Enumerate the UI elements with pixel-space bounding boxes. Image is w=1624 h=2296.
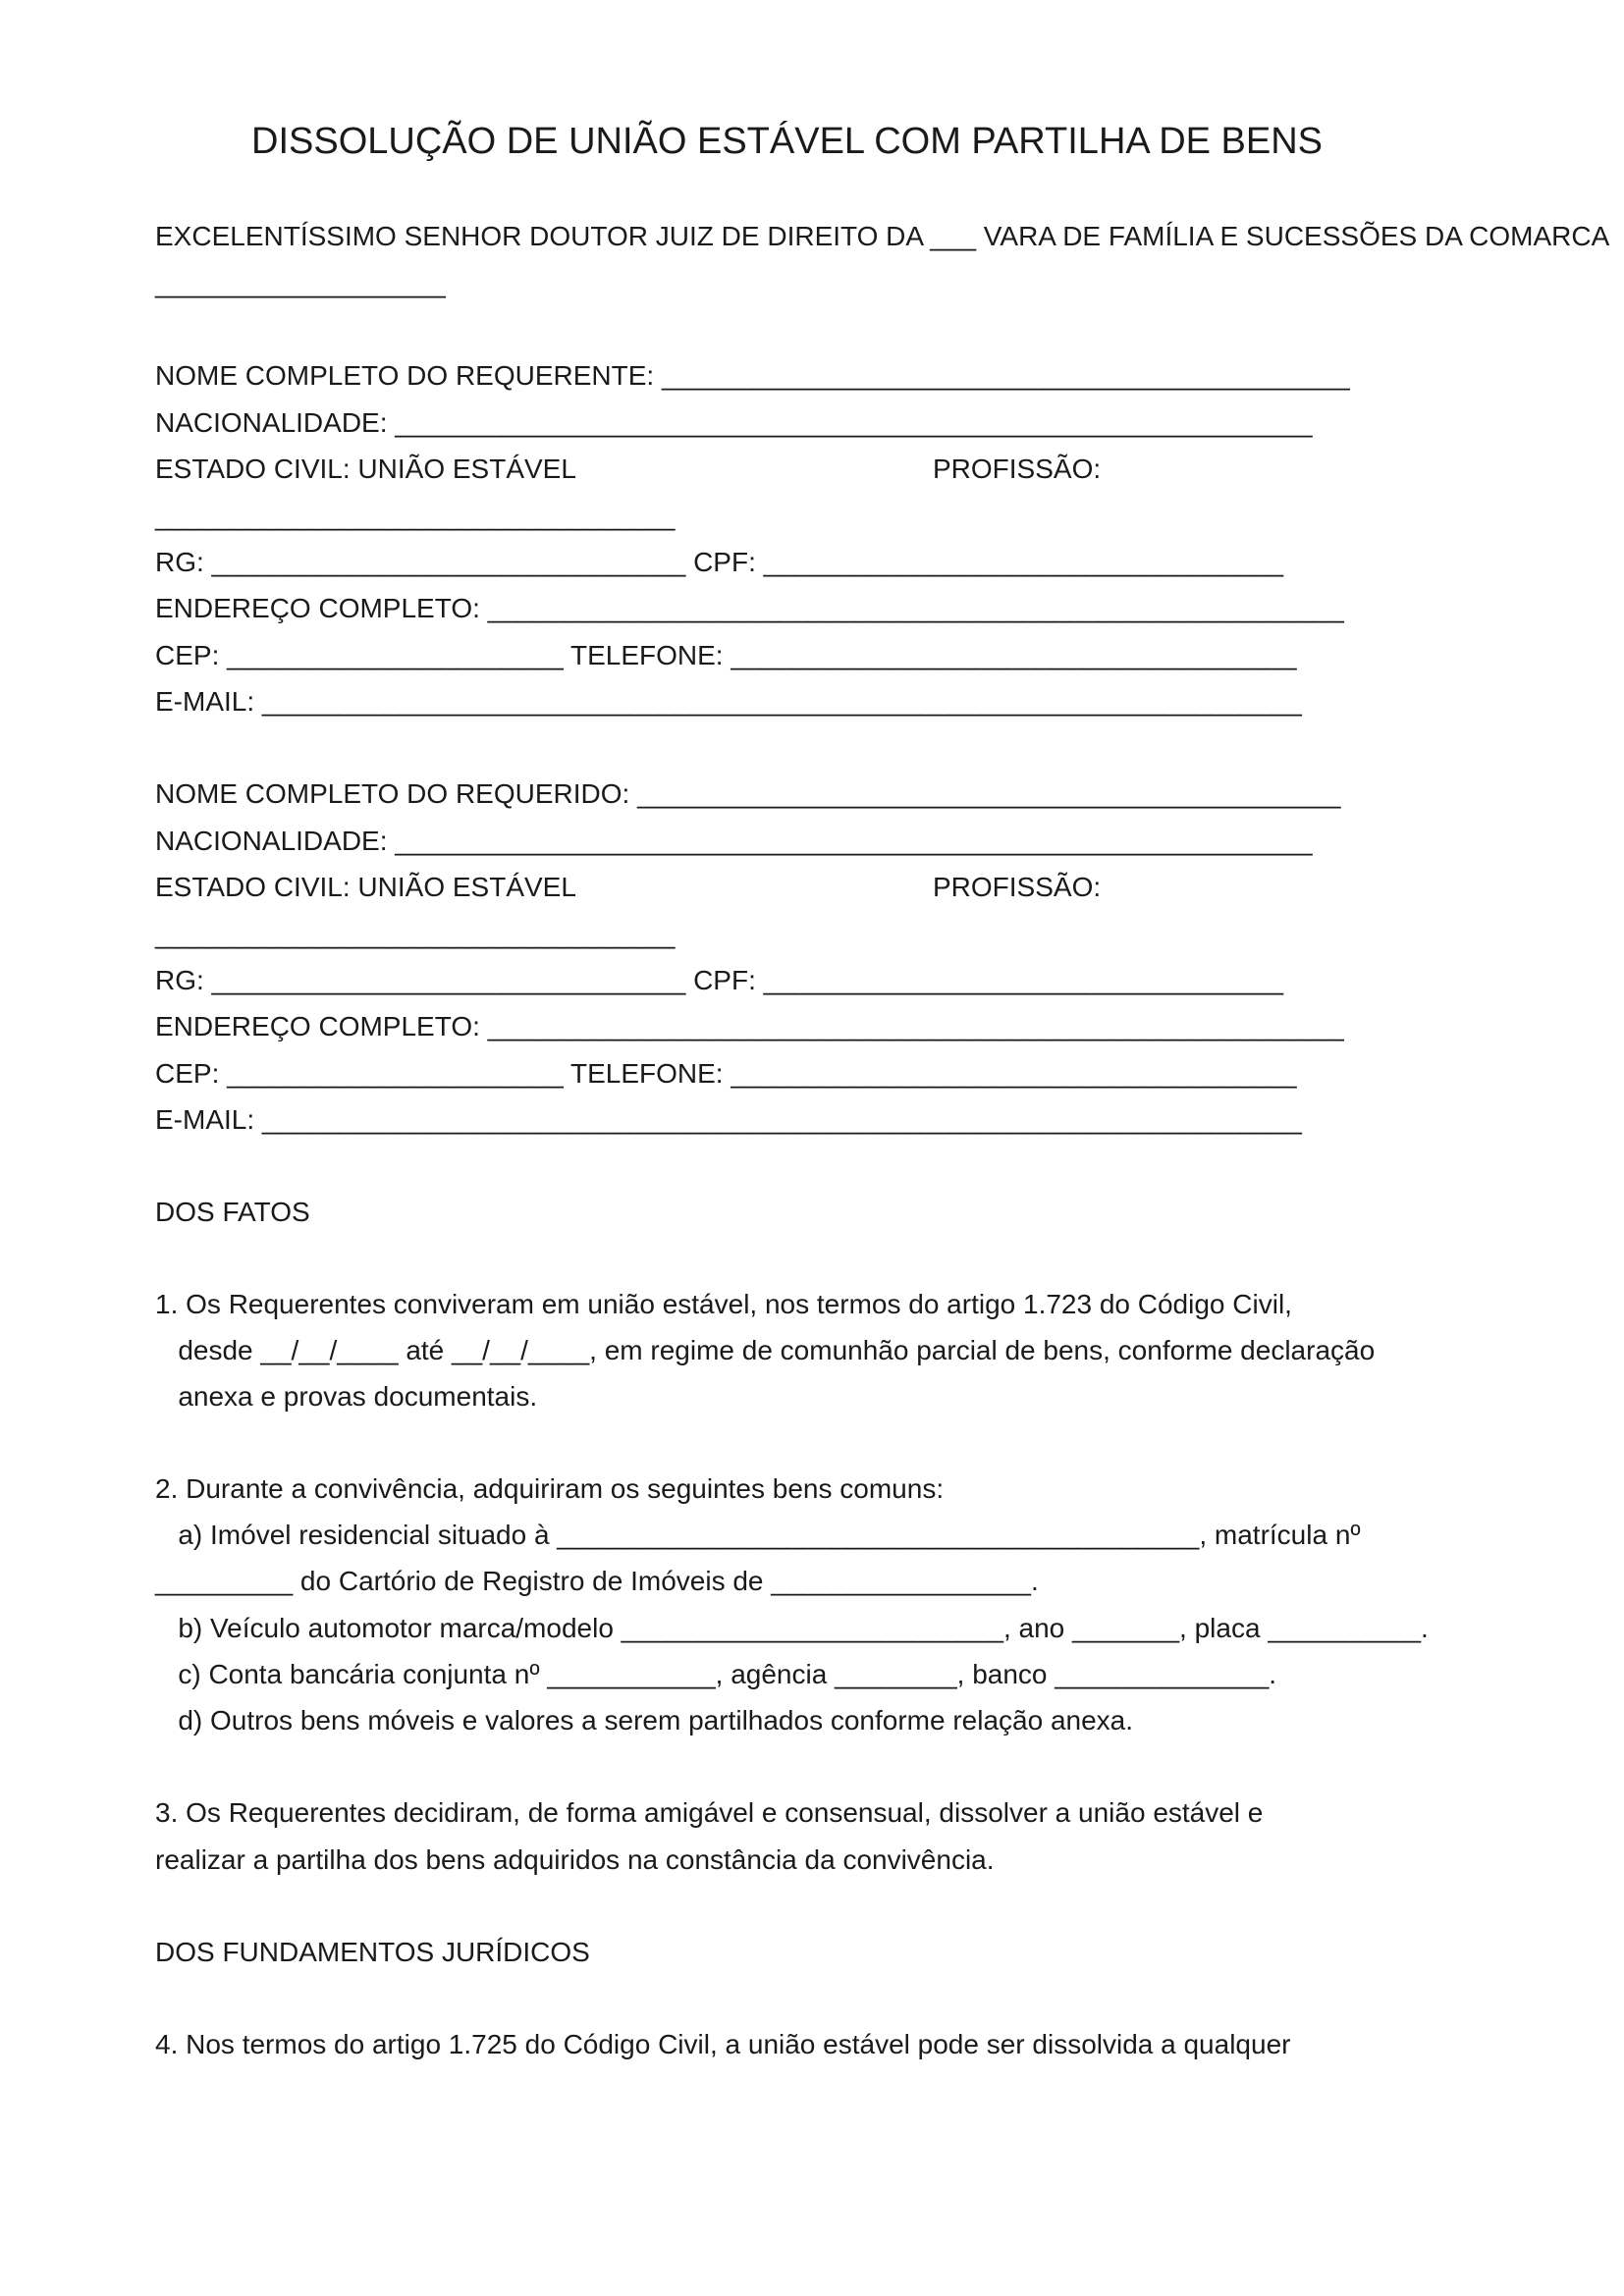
requerente-endereco-field: ENDEREÇO COMPLETO: ________________________________________________________ [155, 593, 1344, 623]
requerente-estado-civil: ESTADO CIVIL: UNIÃO ESTÁVEL [155, 454, 576, 484]
item-2-line-1: 2. Durante a convivência, adquiriram os seguintes bens comuns: [155, 1473, 945, 1504]
item-3-line-2: realizar a partilha dos bens adquiridos na constância da convivência. [155, 1844, 995, 1875]
requerido-profissao-line: __________________________________ [155, 919, 676, 949]
requerente-nome-field: NOME COMPLETO DO REQUERENTE: _____________________________________________ [155, 360, 1350, 391]
requerido-nome-field: NOME COMPLETO DO REQUERIDO: ______________________________________________ [155, 778, 1341, 809]
requerido-rg-cpf-field: RG: _______________________________ CPF: __________________________________ [155, 965, 1284, 995]
requerente-nacionalidade-field: NACIONALIDADE: ____________________________________________________________ [155, 407, 1313, 438]
requerido-endereco-field: ENDEREÇO COMPLETO: ________________________________________________________ [155, 1011, 1344, 1041]
requerido-cep-telefone-field: CEP: ______________________ TELEFONE: _____________________________________ [155, 1058, 1297, 1089]
item-2-d: d) Outros bens móveis e valores a serem partilhados conforme relação anexa. [155, 1705, 1134, 1735]
item-1-line-3: anexa e provas documentais. [155, 1381, 538, 1412]
item-2-a-line-2: _________ do Cartório de Registro de Imóveis de _________________. [155, 1566, 1039, 1596]
item-2-c: c) Conta bancária conjunta nº ___________, agência ________, banco ______________. [155, 1659, 1277, 1689]
requerido-profissao-label: PROFISSÃO: [933, 872, 1102, 902]
requerido-email-field: E-MAIL: ____________________________________________________________________ [155, 1104, 1302, 1135]
requerente-profissao-label: PROFISSÃO: [933, 454, 1102, 484]
requerente-cep-telefone-field: CEP: ______________________ TELEFONE: _____________________________________ [155, 640, 1297, 670]
requerente-email-field: E-MAIL: ____________________________________________________________________ [155, 686, 1302, 717]
item-3-line-1: 3. Os Requerentes decidiram, de forma amigável e consensual, dissolver a união estável e [155, 1797, 1264, 1828]
heading-dos-fatos: DOS FATOS [155, 1197, 310, 1227]
document-title: DISSOLUÇÃO DE UNIÃO ESTÁVEL COM PARTILHA DE BENS [251, 121, 1324, 162]
requerido-estado-civil: ESTADO CIVIL: UNIÃO ESTÁVEL [155, 872, 576, 902]
item-2-b: b) Veículo automotor marca/modelo _________________________, ano _______, placa __________. [155, 1613, 1429, 1643]
requerente-profissao-line: __________________________________ [155, 501, 676, 531]
item-1-line-1: 1. Os Requerentes conviveram em união estável, nos termos do artigo 1.723 do Código Civil, [155, 1289, 1292, 1319]
item-1-line-2: desde __/__/____ até __/__/____, em regime de comunhão parcial de bens, conforme declaração [155, 1335, 1376, 1365]
item-4-line-1: 4. Nos termos do artigo 1.725 do Código Civil, a união estável pode ser dissolvida a qualquer [155, 2029, 1291, 2059]
requerente-rg-cpf-field: RG: _______________________________ CPF: __________________________________ [155, 547, 1284, 577]
heading-dos-fundamentos-juridicos: DOS FUNDAMENTOS JURÍDICOS [155, 1937, 590, 1967]
salutation-line-2: ___________________ [155, 268, 446, 298]
requerido-nacionalidade-field: NACIONALIDADE: ____________________________________________________________ [155, 826, 1313, 856]
item-2-a-line-1: a) Imóvel residencial situado à __________________________________________, matrícula nº [155, 1520, 1361, 1550]
salutation-line-1: EXCELENTÍSSIMO SENHOR DOUTOR JUIZ DE DIREITO DA ___ VARA DE FAMÍLIA E SUCESSÕES DA COMARCA [155, 221, 1610, 251]
